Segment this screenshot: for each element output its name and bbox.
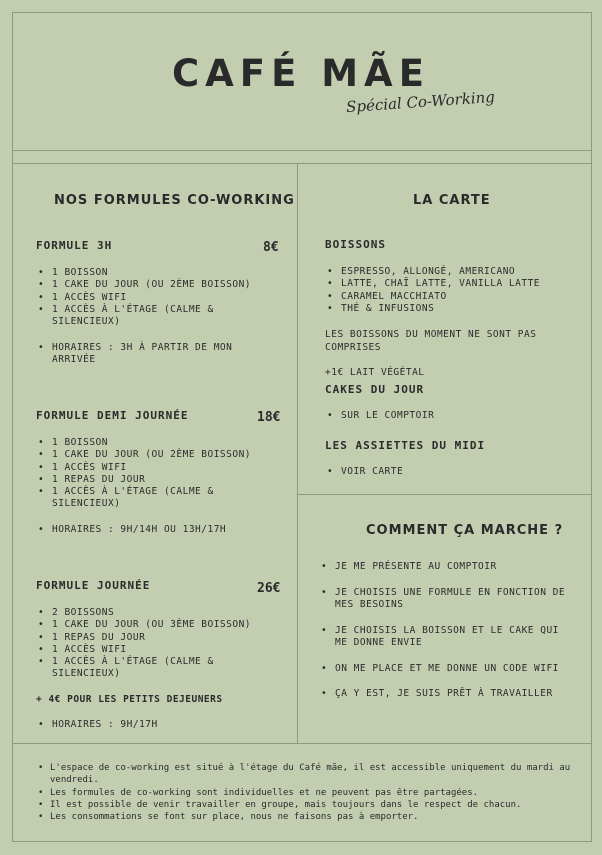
formule-3h-price: 8€ [263,240,279,255]
list-item: • HORAIRES : 3H À PARTIR DE MON ARRIVÉE [36,342,246,367]
list-item: • 1 BOISSON [36,267,276,279]
step-item: • JE CHOISIS UNE FORMULE EN FONCTION DE MES BESOINS [321,587,571,612]
list-item: • 1 ACCÈS À L'ÉTAGE (CALME & SILENCIEUX) [36,304,276,329]
footer-notes [36,762,576,823]
footer-note: • Il est possible de venir travailler en groupe, mais toujours dans le respect de chacun. [36,799,576,811]
cakes-title: CAKES DU JOUR [325,383,425,396]
formules-title: NOS FORMULES CO-WORKING [54,193,295,208]
list-item: • THÉ & INFUSIONS [325,303,585,315]
list-item: • 1 CAKE DU JOUR (OU 3ÈME BOISSON) [36,619,276,631]
page-frame [12,12,592,842]
list-item: • 1 REPAS DU JOUR [36,632,276,644]
comment-steps [321,561,571,701]
list-item: • LATTE, CHAÏ LATTE, VANILLA LATTE [325,278,585,290]
comment-title: COMMENT ÇA MARCHE ? [366,523,564,538]
formule-demi-list [36,437,276,511]
formule-jour-extra: + 4€ POUR LES PETITS DEJEUNERS [36,694,223,705]
formule-demi-name: FORMULE DEMI JOURNÉE [36,409,189,422]
divider-right [297,494,592,495]
footer-note: • L'espace de co-working est situé à l'étage du Café mãe, il est accessible uniquement du mardi au vendredi. [36,762,576,787]
assiettes-title: LES ASSIETTES DU MIDI [325,439,486,452]
cakes-list [325,410,565,422]
formule-demi-hours [36,524,276,536]
step-item: • ÇA Y EST, JE SUIS PRÊT À TRAVAILLER [321,688,571,701]
page-title: CAFÉ MÃE [172,52,430,95]
formule-demi-price: 18€ [257,410,281,425]
list-item: • HORAIRES : 9H/14H OU 13H/17H [36,524,276,536]
list-item: • 1 ACCÈS WIFI [36,644,276,656]
formule-3h-hours [36,342,246,367]
step-item: • JE ME PRÉSENTE AU COMPTOIR [321,561,571,574]
boissons-title: BOISSONS [325,238,386,251]
footer-note: • Les formules de co-working sont individuelles et ne peuvent pas être partagées. [36,787,576,799]
list-item: • 1 BOISSON [36,437,276,449]
formule-jour-hours [36,719,276,731]
boissons-list [325,266,585,315]
formule-jour-name: FORMULE JOURNÉE [36,579,151,592]
list-item: • 1 ACCÈS À L'ÉTAGE (CALME & SILENCIEUX) [36,656,276,681]
list-item: • 2 BOISSONS [36,607,276,619]
formule-3h-name: FORMULE 3H [36,239,113,252]
carte-title: LA CARTE [413,193,491,208]
divider-footer [12,743,592,744]
lait-vegetal: +1€ LAIT VÉGÉTAL [325,367,425,378]
list-item: • ESPRESSO, ALLONGÉ, AMERICANO [325,266,585,278]
divider-columns [297,163,298,743]
formule-jour-list [36,607,276,681]
step-item: • ON ME PLACE ET ME DONNE UN CODE WIFI [321,663,571,676]
step-item: • JE CHOISIS LA BOISSON ET LE CAKE QUI ME DONNE ENVIE [321,625,571,650]
list-item: • 1 ACCÈS WIFI [36,462,276,474]
page-subtitle: Spécial Co-Working [345,87,496,117]
footer-note: • Les consommations se font sur place, nous ne faisons pas à emporter. [36,811,576,823]
boissons-note: LES BOISSONS DU MOMENT NE SONT PAS COMPRISES [325,329,537,353]
divider-header-top [12,150,592,151]
list-item: • 1 ACCÈS WIFI [36,292,276,304]
list-item: • SUR LE COMPTOIR [325,410,565,422]
formule-jour-price: 26€ [257,581,281,596]
assiettes-list [325,466,565,478]
formule-3h-list [36,267,276,328]
list-item: • 1 ACCÈS À L'ÉTAGE (CALME & SILENCIEUX) [36,486,276,511]
list-item: • 1 CAKE DU JOUR (OU 2ÈME BOISSON) [36,279,276,291]
list-item: • CARAMEL MACCHIATO [325,291,585,303]
list-item: • HORAIRES : 9H/17H [36,719,276,731]
list-item: • 1 CAKE DU JOUR (OU 2ÈME BOISSON) [36,449,276,461]
list-item: • 1 REPAS DU JOUR [36,474,276,486]
divider-header-bottom [12,163,592,164]
list-item: • VOIR CARTE [325,466,565,478]
